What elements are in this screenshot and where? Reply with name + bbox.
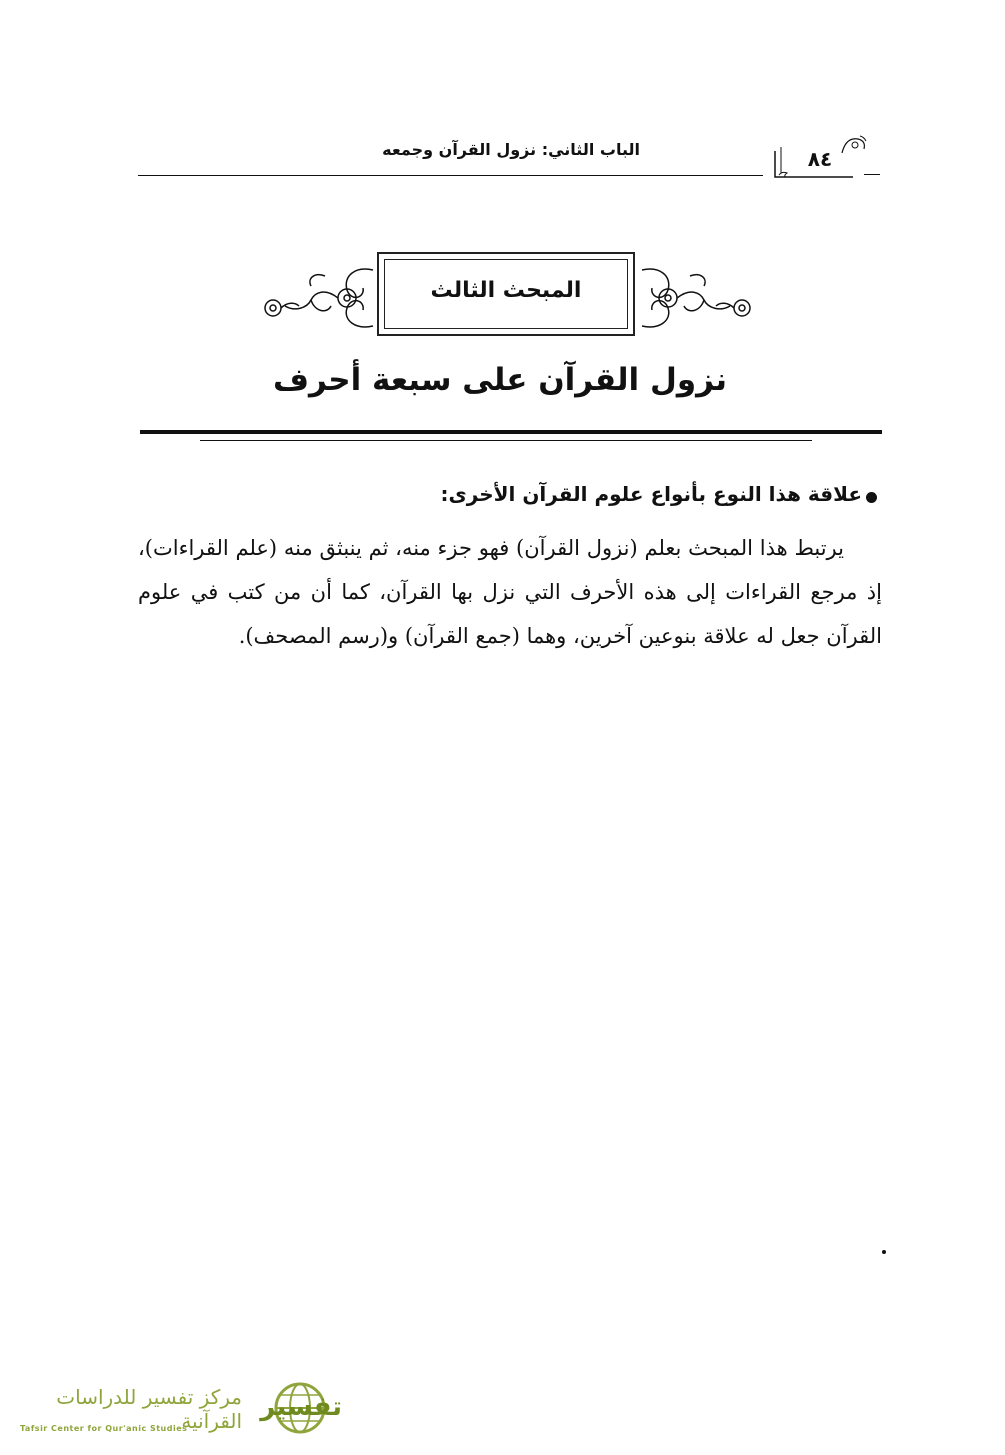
footer-logo-english: Tafsir Center for Qur'anic Studies: [20, 1424, 188, 1433]
body-paragraph: يرتبط هذا المبحث بعلم (نزول القرآن) فهو جزء منه، ثم ينبثق منه (علم القراءات)، إذ مرجع القراءات إلى هذه الأحرف التي نزل بها القرآن، كما أن من كتب في علوم القرآن جعل له علاقة بنوعين آخرين، وهما (جمع القرآن) و(رسم المصحف).: [138, 536, 882, 648]
title-rule-thick: [140, 430, 882, 434]
bullet-icon: [866, 492, 877, 503]
footer-logo-brand: تفسير: [260, 1392, 342, 1422]
header-flourish-icon: [840, 133, 870, 155]
chapter-title: نزول القرآن على سبعة أحرف: [272, 362, 728, 398]
page-number: ٨٤: [807, 147, 833, 171]
section-heading-frame: [377, 252, 635, 336]
stray-dot: [882, 1250, 886, 1254]
footer-logo-arabic: مركز تفسير للدراسات القرآنية: [56, 1385, 242, 1433]
section-heading: المبحث الثالث: [430, 278, 582, 303]
title-rule-thin: [200, 440, 812, 441]
header-rule: [138, 175, 763, 176]
running-header-title: الباب الثاني: نزول القرآن وجمعه: [382, 140, 640, 159]
right-arabesque-ornament-icon: [640, 262, 760, 334]
subheading: علاقة هذا النوع بأنواع علوم القرآن الأخرى:: [440, 482, 862, 506]
header-tick: [864, 174, 880, 175]
left-arabesque-ornament-icon: [255, 262, 375, 334]
